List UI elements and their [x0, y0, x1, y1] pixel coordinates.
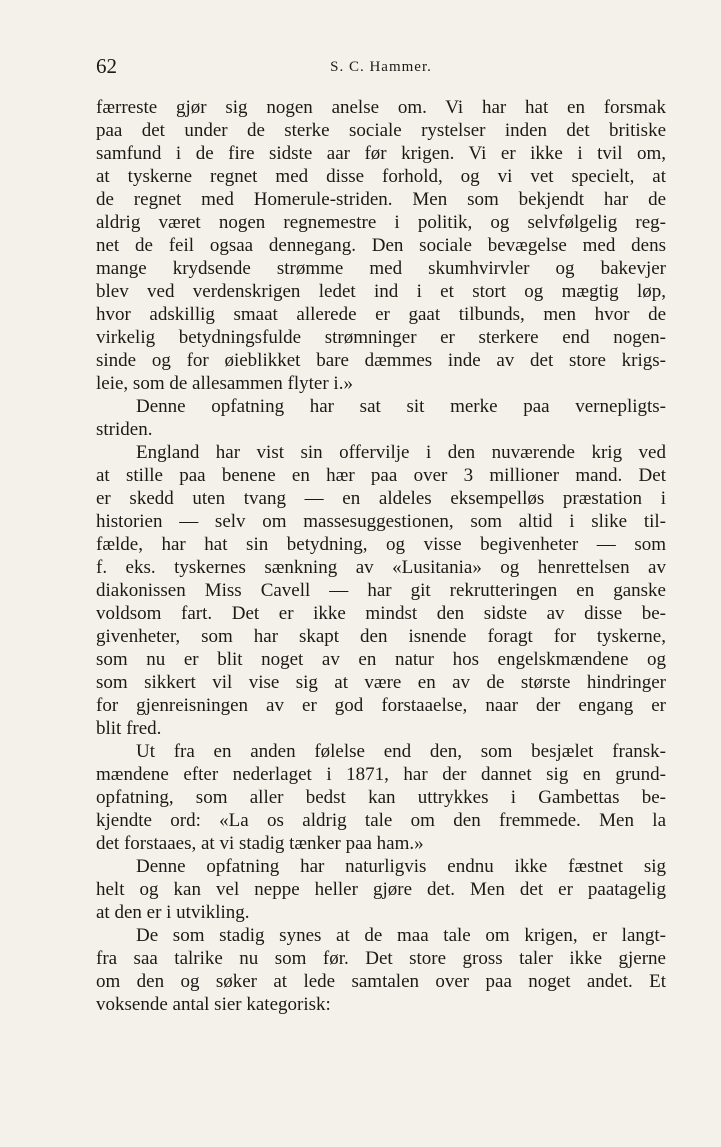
- text-line: mange krydsende strømme med skumhvirvler og bakevjer: [96, 258, 666, 279]
- text-line: er skedd uten tvang — en aldeles eksempelløs præstation i: [96, 488, 666, 509]
- text-line: fælde, har hat sin betydning, og visse begivenheter — som: [96, 534, 666, 555]
- text-line: voldsom fart. Det er ikke mindst den sidste av disse be-: [96, 603, 666, 624]
- text-line: virkelig betydningsfulde strømninger er sterkere end nogen-: [96, 327, 666, 348]
- text-line: striden.: [96, 419, 153, 440]
- text-line: voksende antal sier kategorisk:: [96, 994, 331, 1015]
- text-line: Denne opfatning har sat sit merke paa vernepligts-: [136, 396, 666, 417]
- text-line: paa det under de sterke sociale rystelser inden det britiske: [96, 120, 666, 141]
- page-header: [96, 54, 666, 84]
- text-line: helt og kan vel neppe heller gjøre det. Men det er paatagelig: [96, 879, 666, 900]
- text-line: aldrig været nogen regnemestre i politik, og selvfølgelig reg-: [96, 212, 666, 233]
- text-line: diakonissen Miss Cavell — har git rekrutteringen en ganske: [96, 580, 666, 601]
- text-line: at tyskerne regnet med disse forhold, og vi vet specielt, at: [96, 166, 666, 187]
- text-line: de regnet med Homerule-striden. Men som bekjendt har de: [96, 189, 666, 210]
- text-line: at stille paa benene en hær paa over 3 millioner mand. Det: [96, 465, 666, 486]
- text-line: England har vist sin offervilje i den nuværende krig ved: [136, 442, 666, 463]
- text-line: fra saa talrike nu som før. Det store gross taler ikke gjerne: [96, 948, 666, 969]
- text-line: blit fred.: [96, 718, 162, 739]
- text-line: Ut fra en anden følelse end den, som besjælet fransk-: [136, 741, 666, 762]
- text-line: f. eks. tyskernes sænkning av «Lusitania» og henrettelsen av: [96, 557, 666, 578]
- text-line: De som stadig synes at de maa tale om krigen, er langt-: [136, 925, 666, 946]
- text-line: leie, som de allesammen flyter i.»: [96, 373, 353, 394]
- text-line: som sikkert vil vise sig at være en av de største hindringer: [96, 672, 666, 693]
- text-line: samfund i de fire sidste aar før krigen. Vi er ikke i tvil om,: [96, 143, 666, 164]
- text-line: færreste gjør sig nogen anelse om. Vi har hat en forsmak: [96, 97, 666, 118]
- text-line: givenheter, som har skapt den isnende foragt for tyskerne,: [96, 626, 666, 647]
- text-line: om den og søker at lede samtalen over paa noget andet. Et: [96, 971, 666, 992]
- running-head: S. C. Hammer.: [330, 59, 432, 75]
- page-number: 62: [96, 54, 117, 78]
- text-line: blev ved verdenskrigen ledet ind i et stort og mægtig løp,: [96, 281, 666, 302]
- text-line: Denne opfatning har naturligvis endnu ikke fæstnet sig: [136, 856, 666, 877]
- text-line: net de feil ogsaa dennegang. Den sociale bevægelse med dens: [96, 235, 666, 256]
- body-text: [96, 96, 666, 1016]
- text-line: hvor adskillig smaat allerede er gaat tilbunds, men hvor de: [96, 304, 666, 325]
- text-line: sinde og for øieblikket bare dæmmes inde av det store krigs-: [96, 350, 666, 371]
- text-line: historien — selv om massesuggestionen, som altid i slike til-: [96, 511, 666, 532]
- text-line: for gjenreisningen av er god forstaaelse, naar der engang er: [96, 695, 666, 716]
- text-line: mændene efter nederlaget i 1871, har der dannet sig en grund-: [96, 764, 666, 785]
- text-line: opfatning, som aller bedst kan uttrykkes i Gambettas be-: [96, 787, 666, 808]
- text-line: kjendte ord: «La os aldrig tale om den fremmede. Men la: [96, 810, 666, 831]
- text-line: som nu er blit noget av en natur hos engelskmændene og: [96, 649, 666, 670]
- text-line: det forstaaes, at vi stadig tænker paa ham.»: [96, 833, 424, 854]
- text-line: at den er i utvikling.: [96, 902, 250, 923]
